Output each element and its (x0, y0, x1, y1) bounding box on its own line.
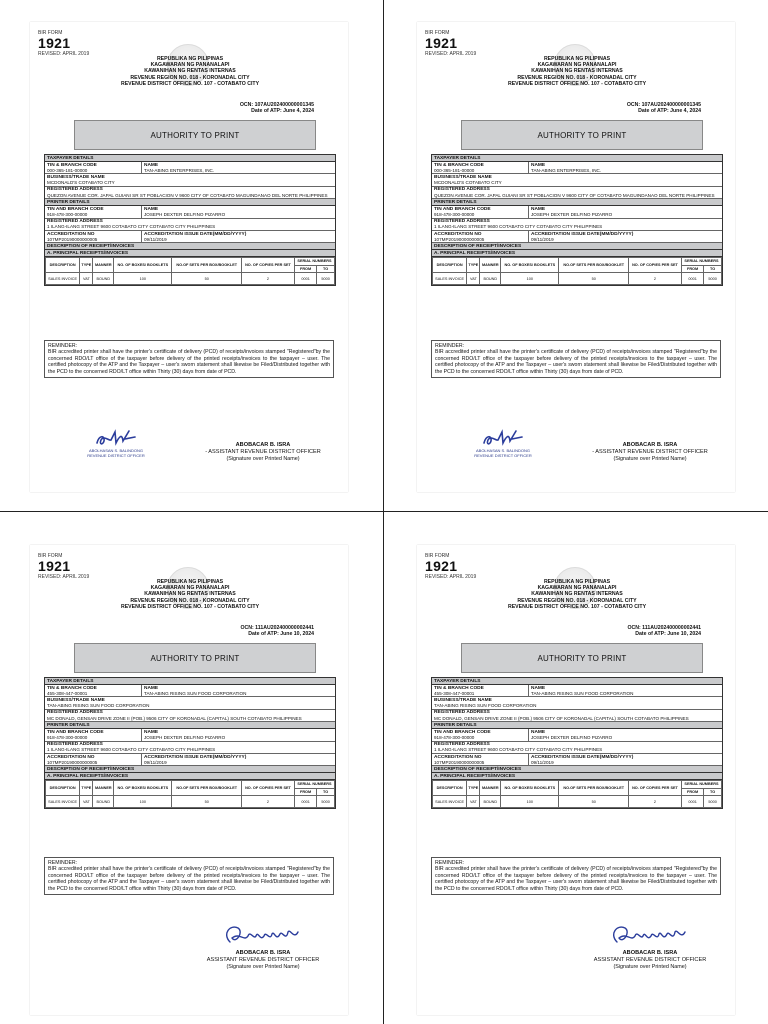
printer-name: JOSEPH DEXTER DELFINO PIZARRO (144, 211, 226, 217)
receipt-cell: BOUND (93, 273, 114, 285)
printer-tin: 918-478-300-00000 (47, 211, 88, 217)
column-header: NO.OF SETS PER BOX/BOOKLET (559, 781, 629, 796)
reminder-title: REMINDER: (48, 342, 78, 349)
atp-date: Date of ATP: June 4, 2024 (251, 108, 314, 115)
receipts-table (45, 257, 335, 285)
business-name-label: BUSINESS/TRADE NAME (434, 174, 492, 180)
accreditation-date-label: ACCREDITATION ISSUE DATE(MM/DD/YYYY) (144, 231, 247, 237)
printer-name-label: NAME (531, 206, 546, 212)
printer-tin: 918-478-300-00000 (434, 734, 475, 740)
business-name: TAN-ABING RISING SUN FOOD CORPORATION (47, 703, 150, 709)
receipt-cell: 0001 (294, 796, 316, 808)
reminder-box (44, 857, 334, 895)
agency-line: REVENUE REGION NO. 018 - KORONADAL CITY (130, 597, 250, 604)
form-number: 1921 (425, 35, 458, 51)
registered-address: QUEZON AVENUE COR. JAPAL GUIANI SR ST POBLACION V 9600 CITY OF COTABATO MAGUINDANAO DEL NORTE PHILIPPINES (434, 192, 715, 198)
officer-title: - ASSISTANT REVENUE DISTRICT OFFICER (592, 449, 708, 455)
receipts-table (45, 780, 335, 808)
ocn-number: OCN: 111AU202400000002441 (240, 625, 314, 631)
printer-tin-label: TIN AND BRANCH CODE (434, 729, 491, 735)
form-number: 1921 (38, 558, 71, 574)
printer-address-label: REGISTERED ADDRESS (47, 742, 103, 748)
printer-name: JOSEPH DEXTER DELFINO PIZARRO (144, 734, 226, 740)
description-section-header: DESCRIPTION OF RECEIPT/INVOICES (45, 243, 335, 250)
receipt-cell: BOUND (480, 796, 501, 808)
column-header: NO.OF SETS PER BOX/BOOKLET (172, 781, 242, 796)
printer-section-header: PRINTER DETAILS (432, 199, 722, 206)
tin-value: 455-308-447-00001 (47, 690, 88, 696)
form-label: BIR FORM (38, 30, 63, 36)
left-signature-block (463, 427, 543, 459)
receipt-cell: 100 (501, 273, 559, 285)
column-header: TO (317, 788, 335, 795)
ocn-number: OCN: 107AU202400000001345 (626, 102, 701, 108)
officer-signature-caption: (Signature over Printed Name) (613, 964, 687, 970)
agency-line: KAWANIHAN NG RENTAS INTERNAS (144, 591, 236, 598)
officer-name: ABOBACAR B. ISRA (235, 442, 291, 448)
officer-signature-caption: (Signature over Printed Name) (613, 456, 687, 462)
column-header: MANNER (93, 781, 114, 796)
column-header: NO. OF COPIES PER SET (241, 781, 294, 796)
column-header: NO. OF BOXES/ BOOKLETS (501, 781, 559, 796)
registered-address: MC DONALD, GENSAN DRIVE ZONE II (POB.) 9506 CITY OF KORONADAL (CAPITAL) SOUTH COTABATO PHILIPPINES (47, 715, 302, 721)
receipt-cell: VAT (467, 796, 480, 808)
left-signatory-title: REVENUE DISTRICT OFFICER (87, 452, 145, 458)
principal-receipts-header: A. PRINCIPAL RECEIPTS/INVOICES (432, 773, 722, 780)
atp-date: Date of ATP: June 4, 2024 (638, 108, 701, 115)
accreditation-label: ACCREDITATION NO (47, 754, 95, 760)
accreditation-date-label: ACCREDITATION ISSUE DATE(MM/DD/YYYY) (144, 754, 247, 760)
column-header: TYPE (80, 781, 93, 796)
reminder-title: REMINDER: (435, 342, 465, 349)
reminder-title: REMINDER: (435, 859, 465, 866)
left-signatory-title: REVENUE DISTRICT OFFICER (474, 452, 532, 458)
receipt-cell: 0001 (681, 273, 703, 285)
officer-signature-block (585, 442, 715, 463)
column-header: DESCRIPTION (433, 258, 467, 273)
agency-line: REPUBLIKA NG PILIPINAS (543, 579, 611, 585)
tin-label: TIN & BRANCH CODE (434, 685, 484, 691)
ocn-number: OCN: 107AU202400000001345 (239, 102, 314, 108)
column-header: NO. OF COPIES PER SET (628, 258, 681, 273)
form-number: 1921 (425, 558, 458, 574)
officer-name: ABOBACAR B. ISRA (235, 950, 291, 956)
atp-date: Date of ATP: June 10, 2024 (635, 631, 701, 638)
receipt-cell: 100 (114, 796, 172, 808)
officer-signature-caption: (Signature over Printed Name) (226, 456, 300, 462)
printer-address: 1 ILANG-ILANG STREET 9600 COTABATO CITY COTABATO CITY PHILIPPINES (47, 224, 216, 230)
description-section-header: DESCRIPTION OF RECEIPT/INVOICES (432, 766, 722, 773)
officer-title: - ASSISTANT REVENUE DISTRICT OFFICER (205, 449, 321, 455)
printer-tin-label: TIN AND BRANCH CODE (47, 206, 104, 212)
form-revision: REVISED: APRIL 2019 (38, 574, 90, 580)
document-title: AUTHORITY TO PRINT (74, 643, 316, 673)
column-header: NO. OF BOXES/ BOOKLETS (501, 258, 559, 273)
atp-date: Date of ATP: June 10, 2024 (248, 631, 314, 638)
officer-name: ABOBACAR B. ISRA (622, 950, 678, 956)
form-revision: REVISED: APRIL 2019 (38, 51, 90, 57)
accreditation-label: ACCREDITATION NO (47, 231, 95, 237)
tin-label: TIN & BRANCH CODE (47, 162, 97, 168)
description-section-header: DESCRIPTION OF RECEIPT/INVOICES (432, 243, 722, 250)
agency-header (90, 56, 290, 87)
receipt-cell: 2 (628, 796, 681, 808)
ocn-block (627, 102, 701, 115)
registered-address: QUEZON AVENUE COR. JAPAL GUIANI SR ST POBLACION V 9600 CITY OF COTABATO MAGUINDANAO DEL NORTE PHILIPPINES (47, 192, 328, 198)
taxpayer-name: TAN-ABING RISING SUN FOOD CORPORATION (531, 690, 634, 696)
form-details (431, 677, 723, 809)
column-header: FROM (681, 788, 703, 795)
agency-line: REVENUE DISTRICT OFFICE NO. 107 - COTABATO CITY (120, 80, 260, 87)
reminder-box (431, 857, 721, 895)
column-header: NO.OF SETS PER BOX/BOOKLET (172, 258, 242, 273)
reminder-text: BIR accredited printer shall have the printer's certificate of delivery (PCD) of receipts/invoices stamped "Registered"by the concerned RDO/LT office of the taxpayer before delivery of the printed receipts/invoices to the taxpayer – user. The certified photocopy of the ATP and the Taxpayer – user's sworn statement shall likewise be Filed/Distributed together with the PCD to the concerned RDO/LT office within Thirty (30) days from date of PCD. (435, 866, 717, 892)
column-header: DESCRIPTION (46, 258, 80, 273)
receipt-cell: SALES INVOICE (46, 273, 80, 285)
table-row (433, 796, 722, 808)
printer-address: 1 ILANG-ILANG STREET 9600 COTABATO CITY COTABATO CITY PHILIPPINES (434, 224, 603, 230)
receipt-cell: 50 (559, 796, 629, 808)
form-details (431, 154, 723, 286)
agency-header (477, 56, 677, 87)
tin-label: TIN & BRANCH CODE (47, 685, 97, 691)
receipt-cell: SALES INVOICE (46, 796, 80, 808)
column-header: SERIAL NUMBERS (294, 781, 334, 788)
reminder-text: BIR accredited printer shall have the printer's certificate of delivery (PCD) of receipts/invoices stamped "Registered"by the concerned RDO/LT office of the taxpayer before delivery of the printed receipts/invoices to the taxpayer – user. The certified photocopy of the ATP and the Taxpayer – user's sworn statement shall likewise be Filed/Distributed together with the PCD to the concerned RDO/LT office within Thirty (30) days from date of PCD. (48, 349, 330, 375)
accreditation-date-label: ACCREDITATION ISSUE DATE(MM/DD/YYYY) (531, 231, 634, 237)
registered-address-label: REGISTERED ADDRESS (434, 710, 490, 716)
receipt-cell: SALES INVOICE (433, 273, 467, 285)
receipt-cell: 0001 (294, 273, 316, 285)
printer-address: 1 ILANG-ILANG STREET 9600 COTABATO CITY COTABATO CITY PHILIPPINES (47, 747, 216, 753)
agency-line: KAGAWARAN NG PANANALAPI (537, 62, 617, 69)
table-row (46, 796, 335, 808)
principal-receipts-header: A. PRINCIPAL RECEIPTS/INVOICES (432, 250, 722, 257)
printer-tin-label: TIN AND BRANCH CODE (47, 729, 104, 735)
atp-page (417, 545, 735, 1015)
accreditation-label: ACCREDITATION NO (434, 231, 482, 237)
form-number: 1921 (38, 35, 71, 51)
agency-line: KAGAWARAN NG PANANALAPI (537, 585, 617, 592)
printer-tin-label: TIN AND BRANCH CODE (434, 206, 491, 212)
agency-line: KAWANIHAN NG RENTAS INTERNAS (531, 591, 623, 598)
handwritten-signature (480, 427, 526, 449)
accreditation-date: 09/11/2019 (144, 759, 167, 765)
ocn-block (240, 102, 314, 115)
officer-title: ASSISTANT REVENUE DISTRICT OFFICER (206, 957, 320, 963)
business-name: TAN-ABING RISING SUN FOOD CORPORATION (434, 703, 537, 709)
column-header: SERIAL NUMBERS (681, 258, 721, 265)
agency-line: REVENUE DISTRICT OFFICE NO. 107 - COTABATO CITY (120, 603, 260, 610)
agency-line: REPUBLIKA NG PILIPINAS (156, 56, 224, 62)
accreditation-date: 09/11/2019 (144, 236, 167, 242)
agency-line: KAGAWARAN NG PANANALAPI (150, 585, 230, 592)
reminder-box (431, 340, 721, 378)
receipt-cell: VAT (80, 273, 93, 285)
taxpayer-name: TAN-ABING ENTERPRISES, INC. (531, 167, 602, 173)
tin-value: 000-365-181-00000 (47, 167, 88, 173)
printer-tin: 918-478-300-00000 (47, 734, 88, 740)
column-header: DESCRIPTION (46, 781, 80, 796)
receipt-cell: 2 (241, 796, 294, 808)
receipt-cell: 0001 (681, 796, 703, 808)
column-header: FROM (681, 265, 703, 272)
printer-name: JOSEPH DEXTER DELFINO PIZARRO (531, 734, 613, 740)
receipts-table (432, 257, 722, 285)
column-header: TYPE (80, 258, 93, 273)
receipt-cell: VAT (467, 273, 480, 285)
taxpayer-name: TAN-ABING RISING SUN FOOD CORPORATION (144, 690, 247, 696)
agency-line: KAWANIHAN NG RENTAS INTERNAS (531, 68, 623, 75)
receipt-cell: BOUND (480, 273, 501, 285)
accreditation-date: 09/11/2019 (531, 759, 554, 765)
reminder-box (44, 340, 334, 378)
column-header: MANNER (93, 258, 114, 273)
printer-address-label: REGISTERED ADDRESS (434, 219, 490, 225)
agency-line: REVENUE REGION NO. 018 - KORONADAL CITY (130, 74, 250, 81)
column-header: NO. OF BOXES/ BOOKLETS (114, 258, 172, 273)
column-header: MANNER (480, 781, 501, 796)
receipt-cell: 50 (172, 796, 242, 808)
name-label: NAME (144, 162, 159, 168)
registered-address-label: REGISTERED ADDRESS (47, 710, 103, 716)
agency-header (90, 579, 290, 610)
form-details (44, 154, 336, 286)
tin-value: 000-365-181-00000 (434, 167, 475, 173)
business-name-label: BUSINESS/TRADE NAME (434, 697, 492, 703)
reminder-text: BIR accredited printer shall have the printer's certificate of delivery (PCD) of receipts/invoices stamped "Registered"by the concerned RDO/LT office of the taxpayer before delivery of the printed receipts/invoices to the taxpayer – user. The certified photocopy of the ATP and the Taxpayer – user's sworn statement shall likewise be Filed/Distributed together with the PCD to the concerned RDO/LT office within Thirty (30) days from date of PCD. (48, 866, 330, 892)
table-row (433, 273, 722, 285)
receipt-cell: 100 (501, 796, 559, 808)
table-row (46, 273, 335, 285)
agency-line: REVENUE DISTRICT OFFICE NO. 107 - COTABATO CITY (507, 603, 647, 610)
name-label: NAME (531, 685, 546, 691)
atp-page (417, 22, 735, 492)
receipt-cell: 5000 (317, 796, 335, 808)
agency-line: REPUBLIKA NG PILIPINAS (543, 56, 611, 62)
printer-section-header: PRINTER DETAILS (45, 722, 335, 729)
atp-page (30, 545, 348, 1015)
printer-name-label: NAME (531, 729, 546, 735)
printer-address-label: REGISTERED ADDRESS (434, 742, 490, 748)
reminder-title: REMINDER: (48, 859, 78, 866)
column-header: NO.OF SETS PER BOX/BOOKLET (559, 258, 629, 273)
column-header: NO. OF COPIES PER SET (241, 258, 294, 273)
printer-name-label: NAME (144, 206, 159, 212)
taxpayer-section-header: TAXPAYER DETAILS (432, 155, 722, 162)
receipt-cell: BOUND (93, 796, 114, 808)
agency-line: KAGAWARAN NG PANANALAPI (150, 62, 230, 69)
form-label: BIR FORM (38, 553, 63, 559)
registered-address: MC DONALD, GENSAN DRIVE ZONE II (POB.) 9506 CITY OF KORONADAL (CAPITAL) SOUTH COTABATO PHILIPPINES (434, 715, 689, 721)
officer-name: ABOBACAR B. ISRA (622, 442, 678, 448)
ocn-number: OCN: 111AU202400000002441 (627, 625, 701, 631)
document-title: AUTHORITY TO PRINT (461, 643, 703, 673)
accreditation-date-label: ACCREDITATION ISSUE DATE(MM/DD/YYYY) (531, 754, 634, 760)
ocn-block (627, 625, 701, 638)
column-header: FROM (294, 265, 316, 272)
agency-line: REVENUE DISTRICT OFFICE NO. 107 - COTABATO CITY (507, 80, 647, 87)
taxpayer-name: TAN-ABING ENTERPRISES, INC. (144, 167, 215, 173)
column-header: TYPE (467, 258, 480, 273)
officer-signature-caption: (Signature over Printed Name) (226, 964, 300, 970)
agency-line: KAWANIHAN NG RENTAS INTERNAS (144, 68, 236, 75)
accreditation-number: 107MP20190000000005 (434, 236, 485, 242)
receipt-cell: 5000 (704, 796, 722, 808)
form-details (44, 677, 336, 809)
name-label: NAME (531, 162, 546, 168)
business-name-label: BUSINESS/TRADE NAME (47, 174, 105, 180)
officer-signature-block (198, 920, 328, 971)
document-title: AUTHORITY TO PRINT (461, 120, 703, 150)
column-header: TYPE (467, 781, 480, 796)
agency-line: REPUBLIKA NG PILIPINAS (156, 579, 224, 585)
document-title: AUTHORITY TO PRINT (74, 120, 316, 150)
left-signatory-name: ABOLHASAN S. BALINDONG (475, 448, 530, 453)
tin-value: 455-308-447-00001 (434, 690, 475, 696)
taxpayer-section-header: TAXPAYER DETAILS (45, 155, 335, 162)
form-label: BIR FORM (425, 30, 450, 36)
description-section-header: DESCRIPTION OF RECEIPT/INVOICES (45, 766, 335, 773)
officer-signature-block (198, 442, 328, 463)
column-header: TO (317, 265, 335, 272)
receipt-cell: 100 (114, 273, 172, 285)
tin-label: TIN & BRANCH CODE (434, 162, 484, 168)
printer-name-label: NAME (144, 729, 159, 735)
accreditation-number: 107MP20190000000005 (434, 759, 485, 765)
handwritten-signature (93, 427, 139, 449)
accreditation-label: ACCREDITATION NO (434, 754, 482, 760)
receipt-cell: 50 (559, 273, 629, 285)
column-header: TO (704, 788, 722, 795)
handwritten-signature (220, 920, 306, 950)
printer-name: JOSEPH DEXTER DELFINO PIZARRO (531, 211, 613, 217)
receipt-cell: 5000 (704, 273, 722, 285)
officer-signature-block (585, 920, 715, 971)
agency-line: REVENUE REGION NO. 018 - KORONADAL CITY (517, 74, 637, 81)
column-header: NO. OF COPIES PER SET (628, 781, 681, 796)
column-header: TO (704, 265, 722, 272)
printer-section-header: PRINTER DETAILS (432, 722, 722, 729)
column-header: MANNER (480, 258, 501, 273)
form-label: BIR FORM (425, 553, 450, 559)
column-header: SERIAL NUMBERS (294, 258, 334, 265)
left-signature-block (76, 427, 156, 459)
reminder-text: BIR accredited printer shall have the printer's certificate of delivery (PCD) of receipts/invoices stamped "Registered"by the concerned RDO/LT office of the taxpayer before delivery of the printed receipts/invoices to the taxpayer – user. The certified photocopy of the ATP and the Taxpayer – user's sworn statement shall likewise be Filed/Distributed together with the PCD to the concerned RDO/LT office within Thirty (30) days from date of PCD. (435, 349, 717, 375)
column-header: FROM (294, 788, 316, 795)
receipt-cell: VAT (80, 796, 93, 808)
form-revision: REVISED: APRIL 2019 (425, 51, 477, 57)
taxpayer-section-header: TAXPAYER DETAILS (45, 678, 335, 685)
taxpayer-section-header: TAXPAYER DETAILS (432, 678, 722, 685)
principal-receipts-header: A. PRINCIPAL RECEIPTS/INVOICES (45, 250, 335, 257)
atp-page (30, 22, 348, 492)
accreditation-date: 09/11/2019 (531, 236, 554, 242)
business-name: MCDONALD'S COTABATO CITY (47, 180, 115, 186)
receipt-cell: 50 (172, 273, 242, 285)
left-signatory-name: ABOLHASAN S. BALINDONG (88, 448, 143, 453)
accreditation-number: 107MP20190000000005 (47, 759, 98, 765)
printer-tin: 918-478-300-00000 (434, 211, 475, 217)
name-label: NAME (144, 685, 159, 691)
accreditation-number: 107MP20190000000005 (47, 236, 98, 242)
form-revision: REVISED: APRIL 2019 (425, 574, 477, 580)
printer-address: 1 ILANG-ILANG STREET 9600 COTABATO CITY COTABATO CITY PHILIPPINES (434, 747, 603, 753)
printer-address-label: REGISTERED ADDRESS (47, 219, 103, 225)
business-name: MCDONALD'S COTABATO CITY (434, 180, 502, 186)
receipt-cell: 5000 (317, 273, 335, 285)
receipts-table (432, 780, 722, 808)
agency-header (477, 579, 677, 610)
receipt-cell: 2 (241, 273, 294, 285)
agency-line: REVENUE REGION NO. 018 - KORONADAL CITY (517, 597, 637, 604)
quadrant-divider-vertical (383, 0, 384, 1024)
officer-title: ASSISTANT REVENUE DISTRICT OFFICER (593, 957, 707, 963)
business-name-label: BUSINESS/TRADE NAME (47, 697, 105, 703)
column-header: SERIAL NUMBERS (681, 781, 721, 788)
printer-section-header: PRINTER DETAILS (45, 199, 335, 206)
quadrant-divider-horizontal (0, 511, 768, 512)
column-header: DESCRIPTION (433, 781, 467, 796)
handwritten-signature (607, 920, 693, 950)
registered-address-label: REGISTERED ADDRESS (47, 187, 103, 193)
ocn-block (240, 625, 314, 638)
receipt-cell: 2 (628, 273, 681, 285)
receipt-cell: SALES INVOICE (433, 796, 467, 808)
principal-receipts-header: A. PRINCIPAL RECEIPTS/INVOICES (45, 773, 335, 780)
column-header: NO. OF BOXES/ BOOKLETS (114, 781, 172, 796)
registered-address-label: REGISTERED ADDRESS (434, 187, 490, 193)
